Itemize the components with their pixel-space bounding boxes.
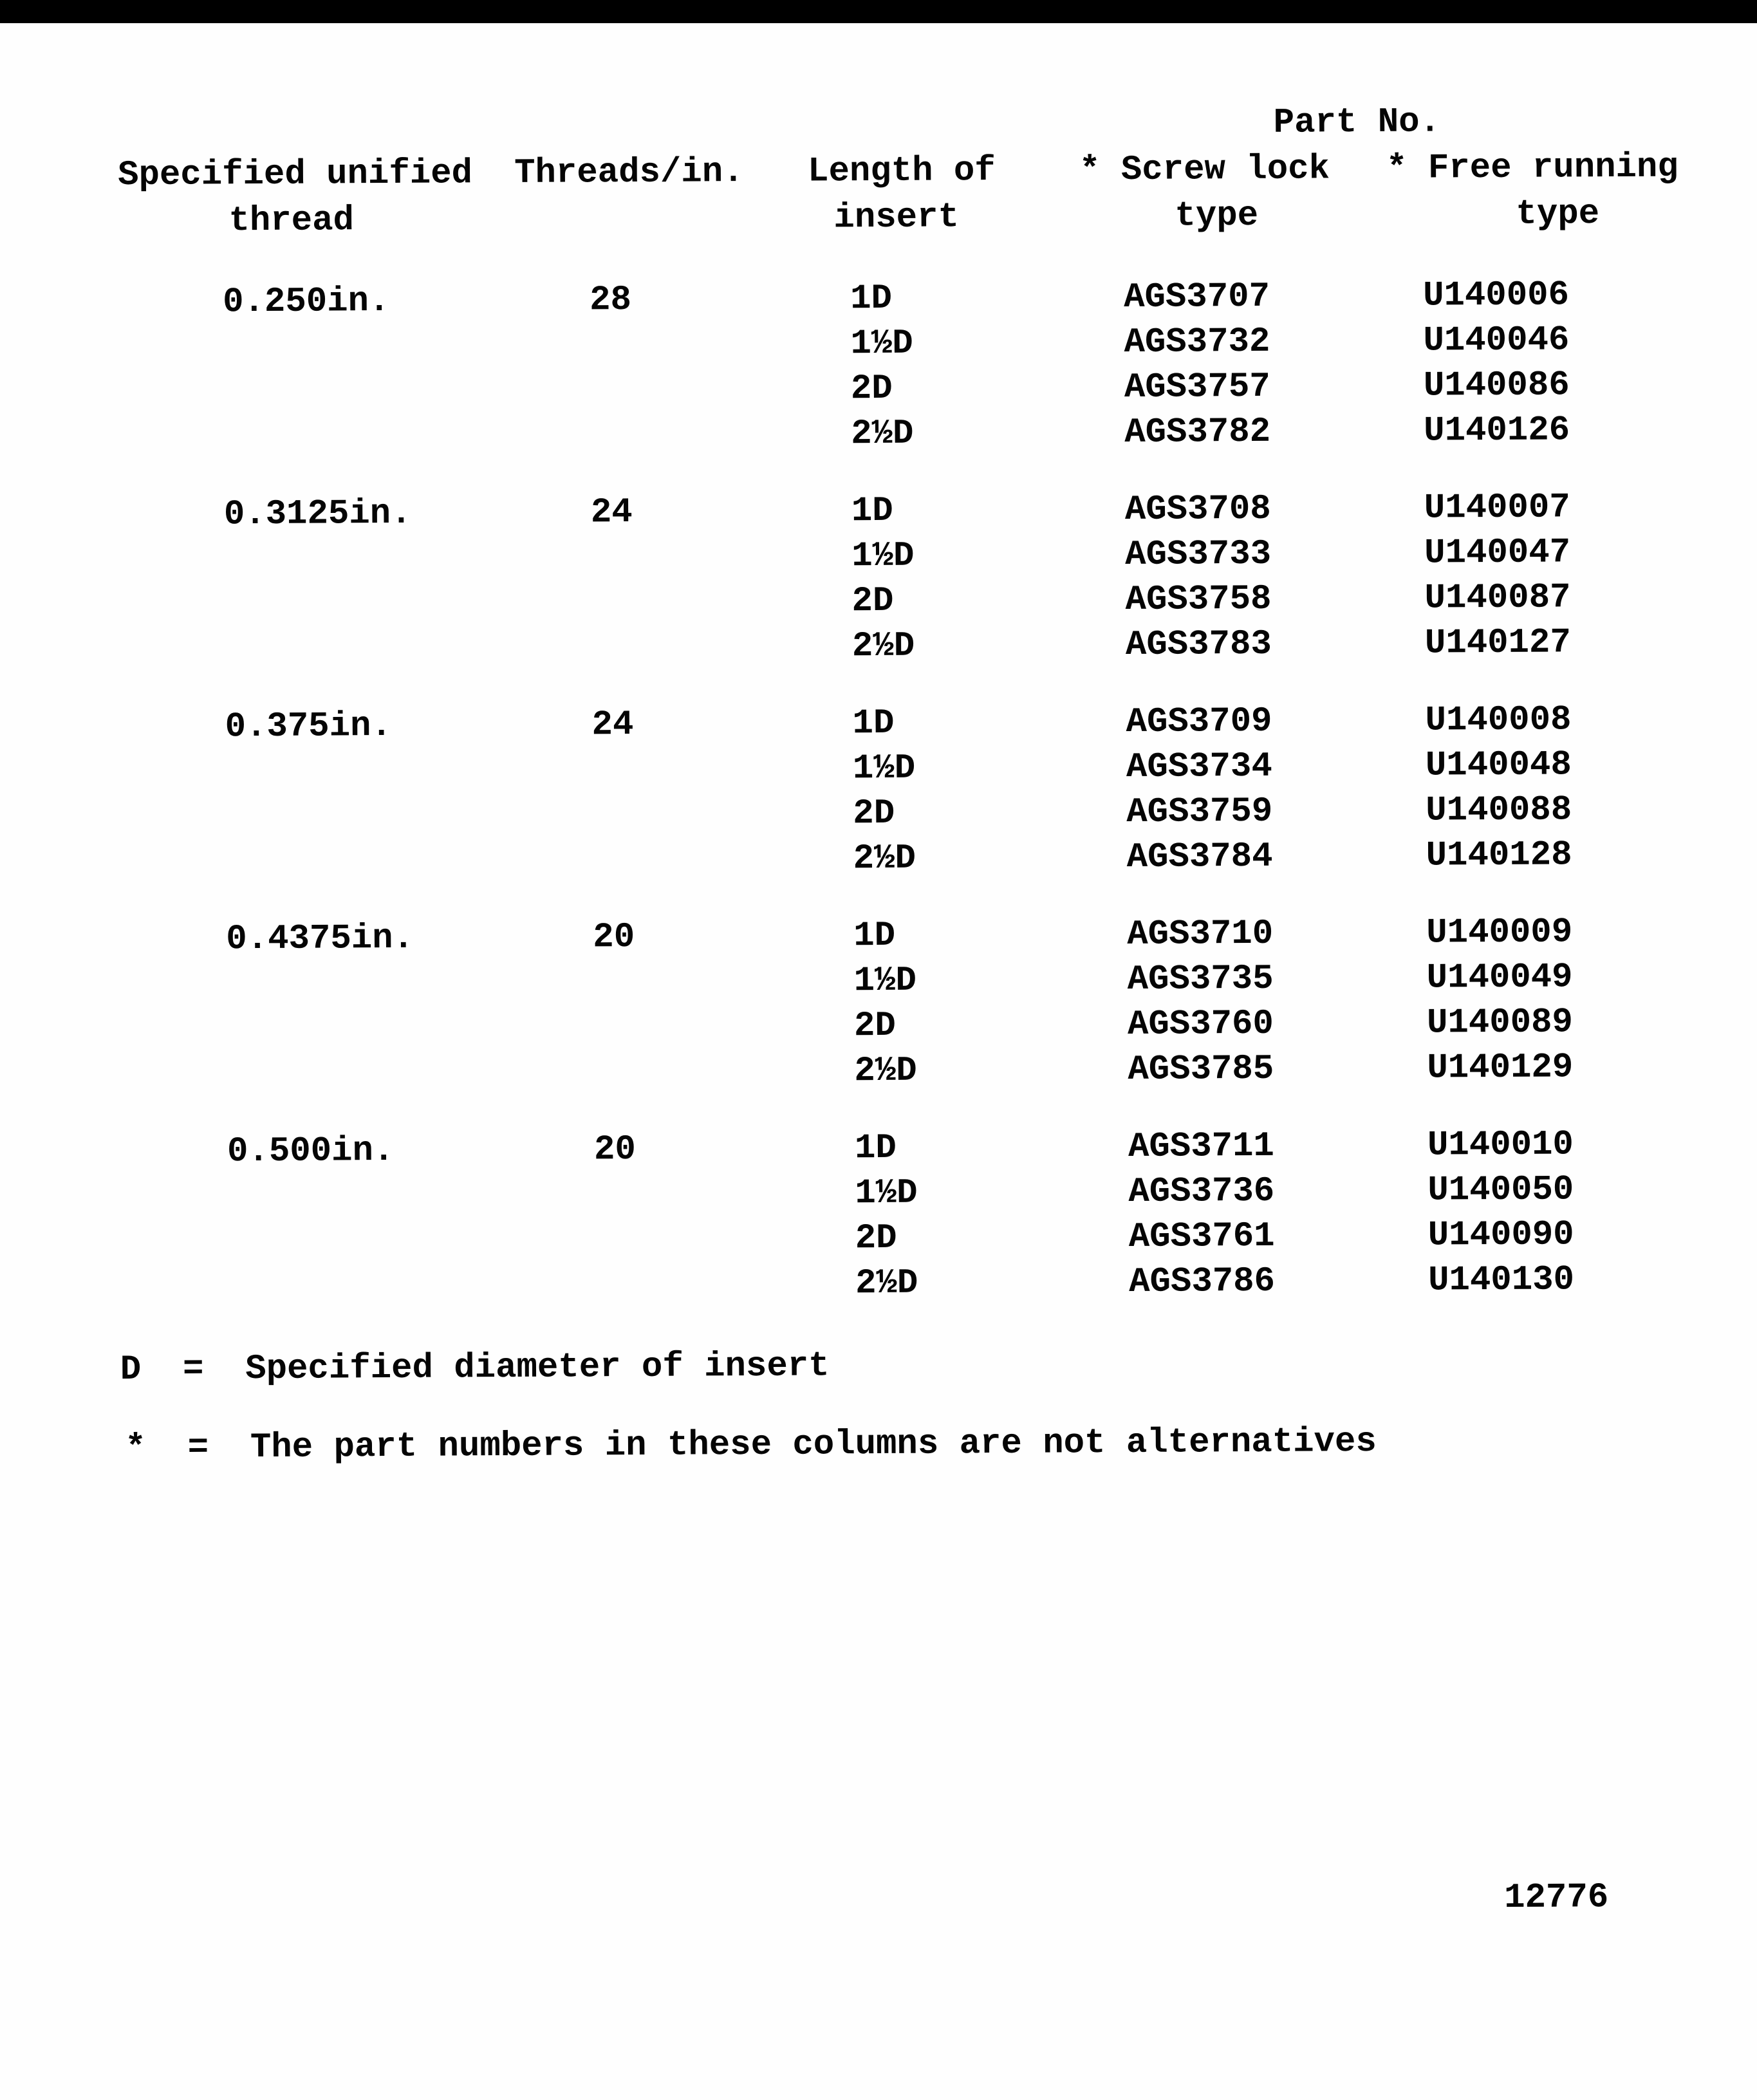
footnote-asterisk: * = The part numbers in these columns are not alternatives — [125, 1422, 1377, 1469]
screw-lock-part: AGS3758 — [1125, 579, 1272, 620]
free-running-part: U140126 — [1424, 411, 1570, 451]
free-running-part: U140007 — [1424, 488, 1570, 528]
thread-size: 0.4375in. — [226, 918, 414, 960]
free-running-part: U140090 — [1427, 1215, 1574, 1256]
free-running-part: U140049 — [1426, 958, 1573, 998]
col-header-free-running-line2: type — [1516, 194, 1600, 234]
insert-length: 1D — [851, 491, 893, 532]
free-running-part: U140128 — [1426, 835, 1572, 876]
free-running-part: U140086 — [1423, 366, 1570, 406]
insert-length: 2D — [850, 369, 893, 409]
screw-lock-part: AGS3782 — [1124, 412, 1271, 452]
screw-lock-part: AGS3711 — [1128, 1126, 1275, 1167]
screw-lock-part: AGS3736 — [1128, 1171, 1275, 1212]
col-header-thread-line2: thread — [228, 201, 355, 241]
screw-lock-part: AGS3784 — [1126, 837, 1273, 877]
insert-length: 1½D — [853, 961, 917, 1001]
threads-per-inch: 20 — [593, 1129, 637, 1170]
insert-length: 1D — [850, 279, 893, 319]
col-header-screw-lock-line1: * Screw lock — [1079, 149, 1330, 190]
free-running-part: U140088 — [1426, 790, 1572, 831]
page-number: 12776 — [1504, 1878, 1609, 1918]
screw-lock-part: AGS3786 — [1128, 1261, 1276, 1302]
insert-length: 2½D — [855, 1263, 918, 1304]
screw-lock-part: AGS3757 — [1124, 367, 1270, 407]
screw-lock-part: AGS3708 — [1124, 489, 1271, 530]
insert-length: 1½D — [852, 748, 916, 789]
insert-length: 1½D — [851, 536, 915, 577]
insert-length: 2½D — [851, 626, 915, 667]
screw-lock-part: AGS3785 — [1128, 1049, 1274, 1090]
insert-length: 1½D — [855, 1173, 918, 1214]
free-running-part: U140129 — [1427, 1048, 1574, 1088]
screw-lock-part: AGS3735 — [1127, 959, 1274, 999]
insert-length: 2D — [851, 581, 894, 622]
insert-length: 2D — [855, 1218, 897, 1259]
footnote-d: D = Specified diameter of insert — [120, 1346, 830, 1390]
col-header-screw-lock-line2: type — [1175, 196, 1259, 236]
screw-lock-part: AGS3760 — [1127, 1004, 1274, 1045]
insert-length: 1D — [853, 916, 896, 956]
screw-lock-part: AGS3759 — [1126, 792, 1273, 832]
col-header-length-line2: insert — [833, 198, 960, 238]
threads-per-inch: 24 — [590, 492, 633, 533]
free-running-part: U140008 — [1425, 700, 1572, 741]
thread-size: 0.500in. — [227, 1131, 395, 1172]
insert-length: 1D — [854, 1128, 897, 1169]
threads-per-inch: 20 — [593, 917, 635, 958]
screw-lock-part: AGS3734 — [1126, 747, 1272, 787]
col-header-free-running-line1: * Free running — [1386, 147, 1678, 189]
insert-length: 2D — [853, 794, 895, 834]
thread-size: 0.3125in. — [223, 494, 412, 535]
screw-lock-part: AGS3710 — [1127, 914, 1274, 954]
free-running-part: U140006 — [1422, 275, 1570, 316]
free-running-part: U140047 — [1424, 533, 1571, 573]
screw-lock-part: AGS3761 — [1128, 1216, 1275, 1257]
col-header-thread-line1: Specified unified — [117, 154, 473, 196]
free-running-part: U140046 — [1423, 321, 1570, 361]
part-no-header: Part No. — [1273, 102, 1441, 143]
free-running-part: U140127 — [1424, 623, 1571, 664]
insert-length: 2½D — [854, 1051, 917, 1092]
insert-length: 1D — [852, 703, 895, 744]
free-running-part: U140050 — [1427, 1170, 1574, 1211]
free-running-part: U140009 — [1426, 913, 1573, 953]
screw-lock-part: AGS3709 — [1126, 702, 1272, 742]
free-running-part: U140087 — [1424, 578, 1571, 618]
screw-lock-part: AGS3783 — [1125, 624, 1272, 665]
insert-length: 1½D — [850, 324, 913, 364]
thread-size: 0.375in. — [225, 706, 393, 747]
threads-per-inch: 28 — [589, 281, 632, 321]
col-header-threads-per-inch: Threads/in. — [514, 153, 744, 193]
screw-lock-part: AGS3732 — [1124, 322, 1270, 362]
free-running-part: U140010 — [1427, 1125, 1574, 1166]
screw-lock-part: AGS3707 — [1123, 277, 1270, 317]
insert-length: 2½D — [851, 414, 914, 454]
free-running-part: U140130 — [1427, 1260, 1575, 1301]
col-header-length-line1: Length of — [807, 151, 996, 192]
insert-length: 2½D — [853, 839, 916, 879]
threads-per-inch: 24 — [591, 705, 634, 745]
free-running-part: U140089 — [1426, 1003, 1574, 1043]
free-running-part: U140048 — [1425, 745, 1572, 786]
thread-size: 0.250in. — [223, 281, 390, 322]
insert-length: 2D — [853, 1006, 897, 1046]
screw-lock-part: AGS3733 — [1125, 534, 1272, 575]
